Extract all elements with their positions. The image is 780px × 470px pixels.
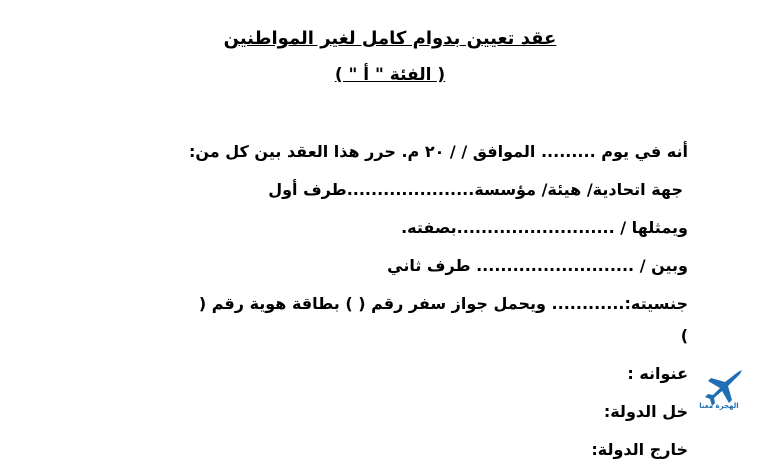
first-party-line: جهة اتحادية/ هيئة/ مؤسسة.....................طرف أول [268, 180, 683, 199]
nationality-line: جنسيته:............ ويحمل جواز سفر رقم ( ) بطاقة هوية رقم ( [198, 294, 688, 313]
contract-date-line: أنه في يوم ......... الموافق / / ٢٠ م. حرر هذا العقد بين كل من: [189, 142, 688, 161]
watermark-text: الهجرة معنا [699, 402, 739, 410]
contract-category: ( الفئة " أ " ) [334, 65, 446, 85]
address-label: عنوانه : [627, 364, 688, 383]
closing-paren-line: ) [680, 326, 688, 345]
inside-country-label: خل الدولة: [603, 402, 688, 421]
outside-country-label: خارج الدولة: [591, 440, 688, 459]
representative-line: ويمثلها / ..........................بصفته. [401, 218, 688, 237]
second-party-line: وبين / .......................... طرف ثاني [387, 256, 688, 275]
contract-title: عقد تعيين بدوام كامل لغير المواطنين [223, 28, 557, 49]
